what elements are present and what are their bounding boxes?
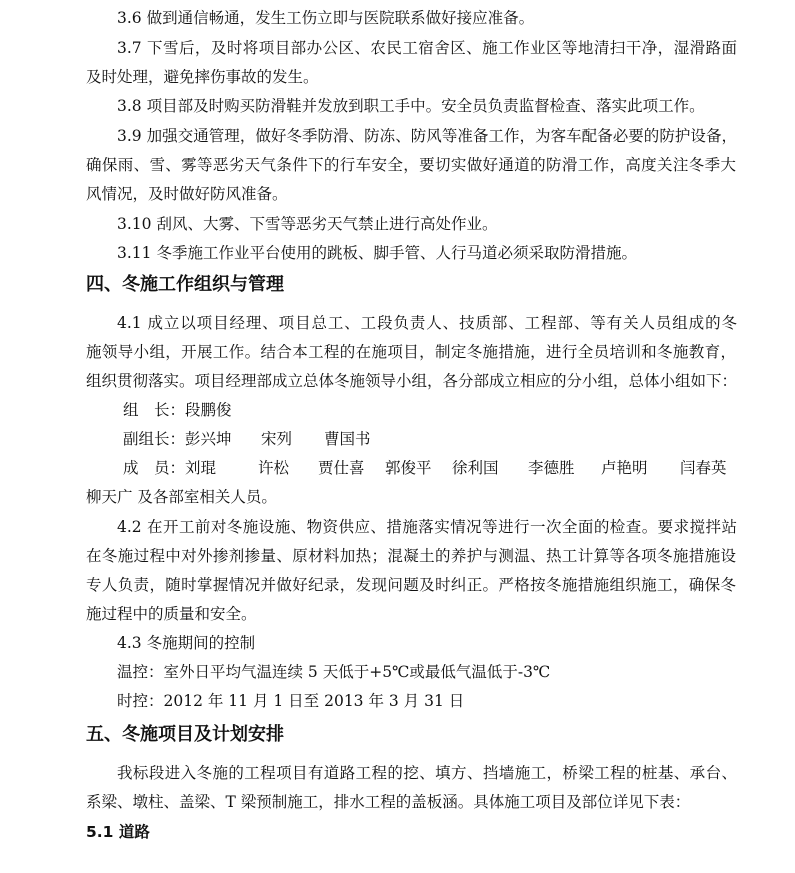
paragraph-4-2-line1: 4.2 在开工前对冬施设施、物资供应、措施落实情况等进行一次全面的检查。要求搅拌站 — [117, 518, 737, 536]
member-name: 许松 — [258, 459, 290, 477]
member-name: 李德胜 — [528, 459, 575, 477]
member-name: 徐利国 — [452, 459, 499, 477]
member-name: 卢艳明 — [601, 459, 648, 477]
paragraph-5-line1: 我标段进入冬施的工程项目有道路工程的挖、填方、挡墙施工，桥梁工程的桩基、承台、 — [117, 764, 737, 782]
subsection-5-1-heading: 5.1 道路 — [86, 823, 150, 841]
group-leader: 组 长：段鹏俊 — [123, 401, 232, 419]
paragraph-4-1-line2: 施领导小组，开展工作。结合本工程的在施项目，制定冬施措施，进行全员培训和冬施教育， — [86, 343, 736, 361]
paragraph-3-7-line2: 及时处理，避免摔伤事故的发生。 — [86, 68, 319, 86]
paragraph-4-1-line1: 4.1 成立以项目经理、项目总工、工段负责人、技质部、工程部、等有关人员组成的冬 — [117, 314, 737, 332]
paragraph-3-9-line3: 风情况，及时做好防风准备。 — [86, 185, 288, 203]
section-4-heading: 四、冬施工作组织与管理 — [86, 274, 284, 295]
time-control: 时控：2012 年 11 月 1 日至 2013 年 3 月 31 日 — [117, 692, 465, 710]
paragraph-3-6: 3.6 做到通信畅通，发生工伤立即与医院联系做好接应准备。 — [117, 9, 535, 27]
members-continued: 柳天广 及各部室相关人员。 — [86, 488, 277, 506]
deputy-leader-2: 宋列 — [261, 430, 293, 448]
paragraph-4-2-line3: 专人负责，随时掌握情况并做好纪录，发现问题及时纠正。严格按冬施措施组织施工，确保冬 — [86, 576, 736, 594]
paragraph-3-9-line2: 确保雨、雪、雾等恶劣天气条件下的行车安全，要切实做好通道的防滑工作，高度关注冬季大 — [86, 156, 736, 174]
paragraph-3-7-line1: 3.7 下雪后，及时将项目部办公区、农民工宿舍区、施工作业区等地清扫干净，湿滑路面 — [117, 39, 737, 57]
temperature-control: 温控：室外日平均气温连续 5 天低于+5℃或最低气温低于-3℃ — [117, 663, 551, 681]
member-name: 贾仕喜 — [318, 459, 365, 477]
deputy-leader-3: 曹国书 — [324, 430, 371, 448]
paragraph-4-2-line4: 施过程中的质量和安全。 — [86, 605, 257, 623]
members-label: 成 员：刘琨 — [123, 459, 217, 477]
paragraph-4-3: 4.3 冬施期间的控制 — [117, 634, 256, 652]
paragraph-3-11: 3.11 冬季施工作业平台使用的跳板、脚手管、人行马道必须采取防滑措施。 — [117, 244, 637, 262]
paragraph-5-line2: 系梁、墩柱、盖梁、T 梁预制施工，排水工程的盖板涵。具体施工项目及部位详见下表： — [86, 793, 691, 811]
deputy-leader: 副组长：彭兴坤 — [123, 430, 232, 448]
paragraph-4-2-line2: 在冬施过程中对外掺剂掺量、原材料加热；混凝土的养护与测温、热工计算等各项冬施措施设 — [86, 547, 736, 565]
paragraph-4-1-line3: 组织贯彻落实。项目经理部成立总体冬施领导小组，各分部成立相应的分小组，总体小组如下： — [86, 372, 738, 390]
section-5-heading: 五、冬施项目及计划安排 — [86, 724, 284, 745]
member-name: 郭俊平 — [385, 459, 432, 477]
member-name: 闫春英 — [680, 459, 727, 477]
paragraph-3-9-line1: 3.9 加强交通管理，做好冬季防滑、防冻、防风等准备工作，为客车配备必要的防护设备， — [117, 127, 737, 145]
paragraph-3-10: 3.10 刮风、大雾、下雪等恶劣天气禁止进行高处作业。 — [117, 215, 498, 233]
paragraph-3-8: 3.8 项目部及时购买防滑鞋并发放到职工手中。安全员负责监督检查、落实此项工作。 — [117, 97, 705, 115]
